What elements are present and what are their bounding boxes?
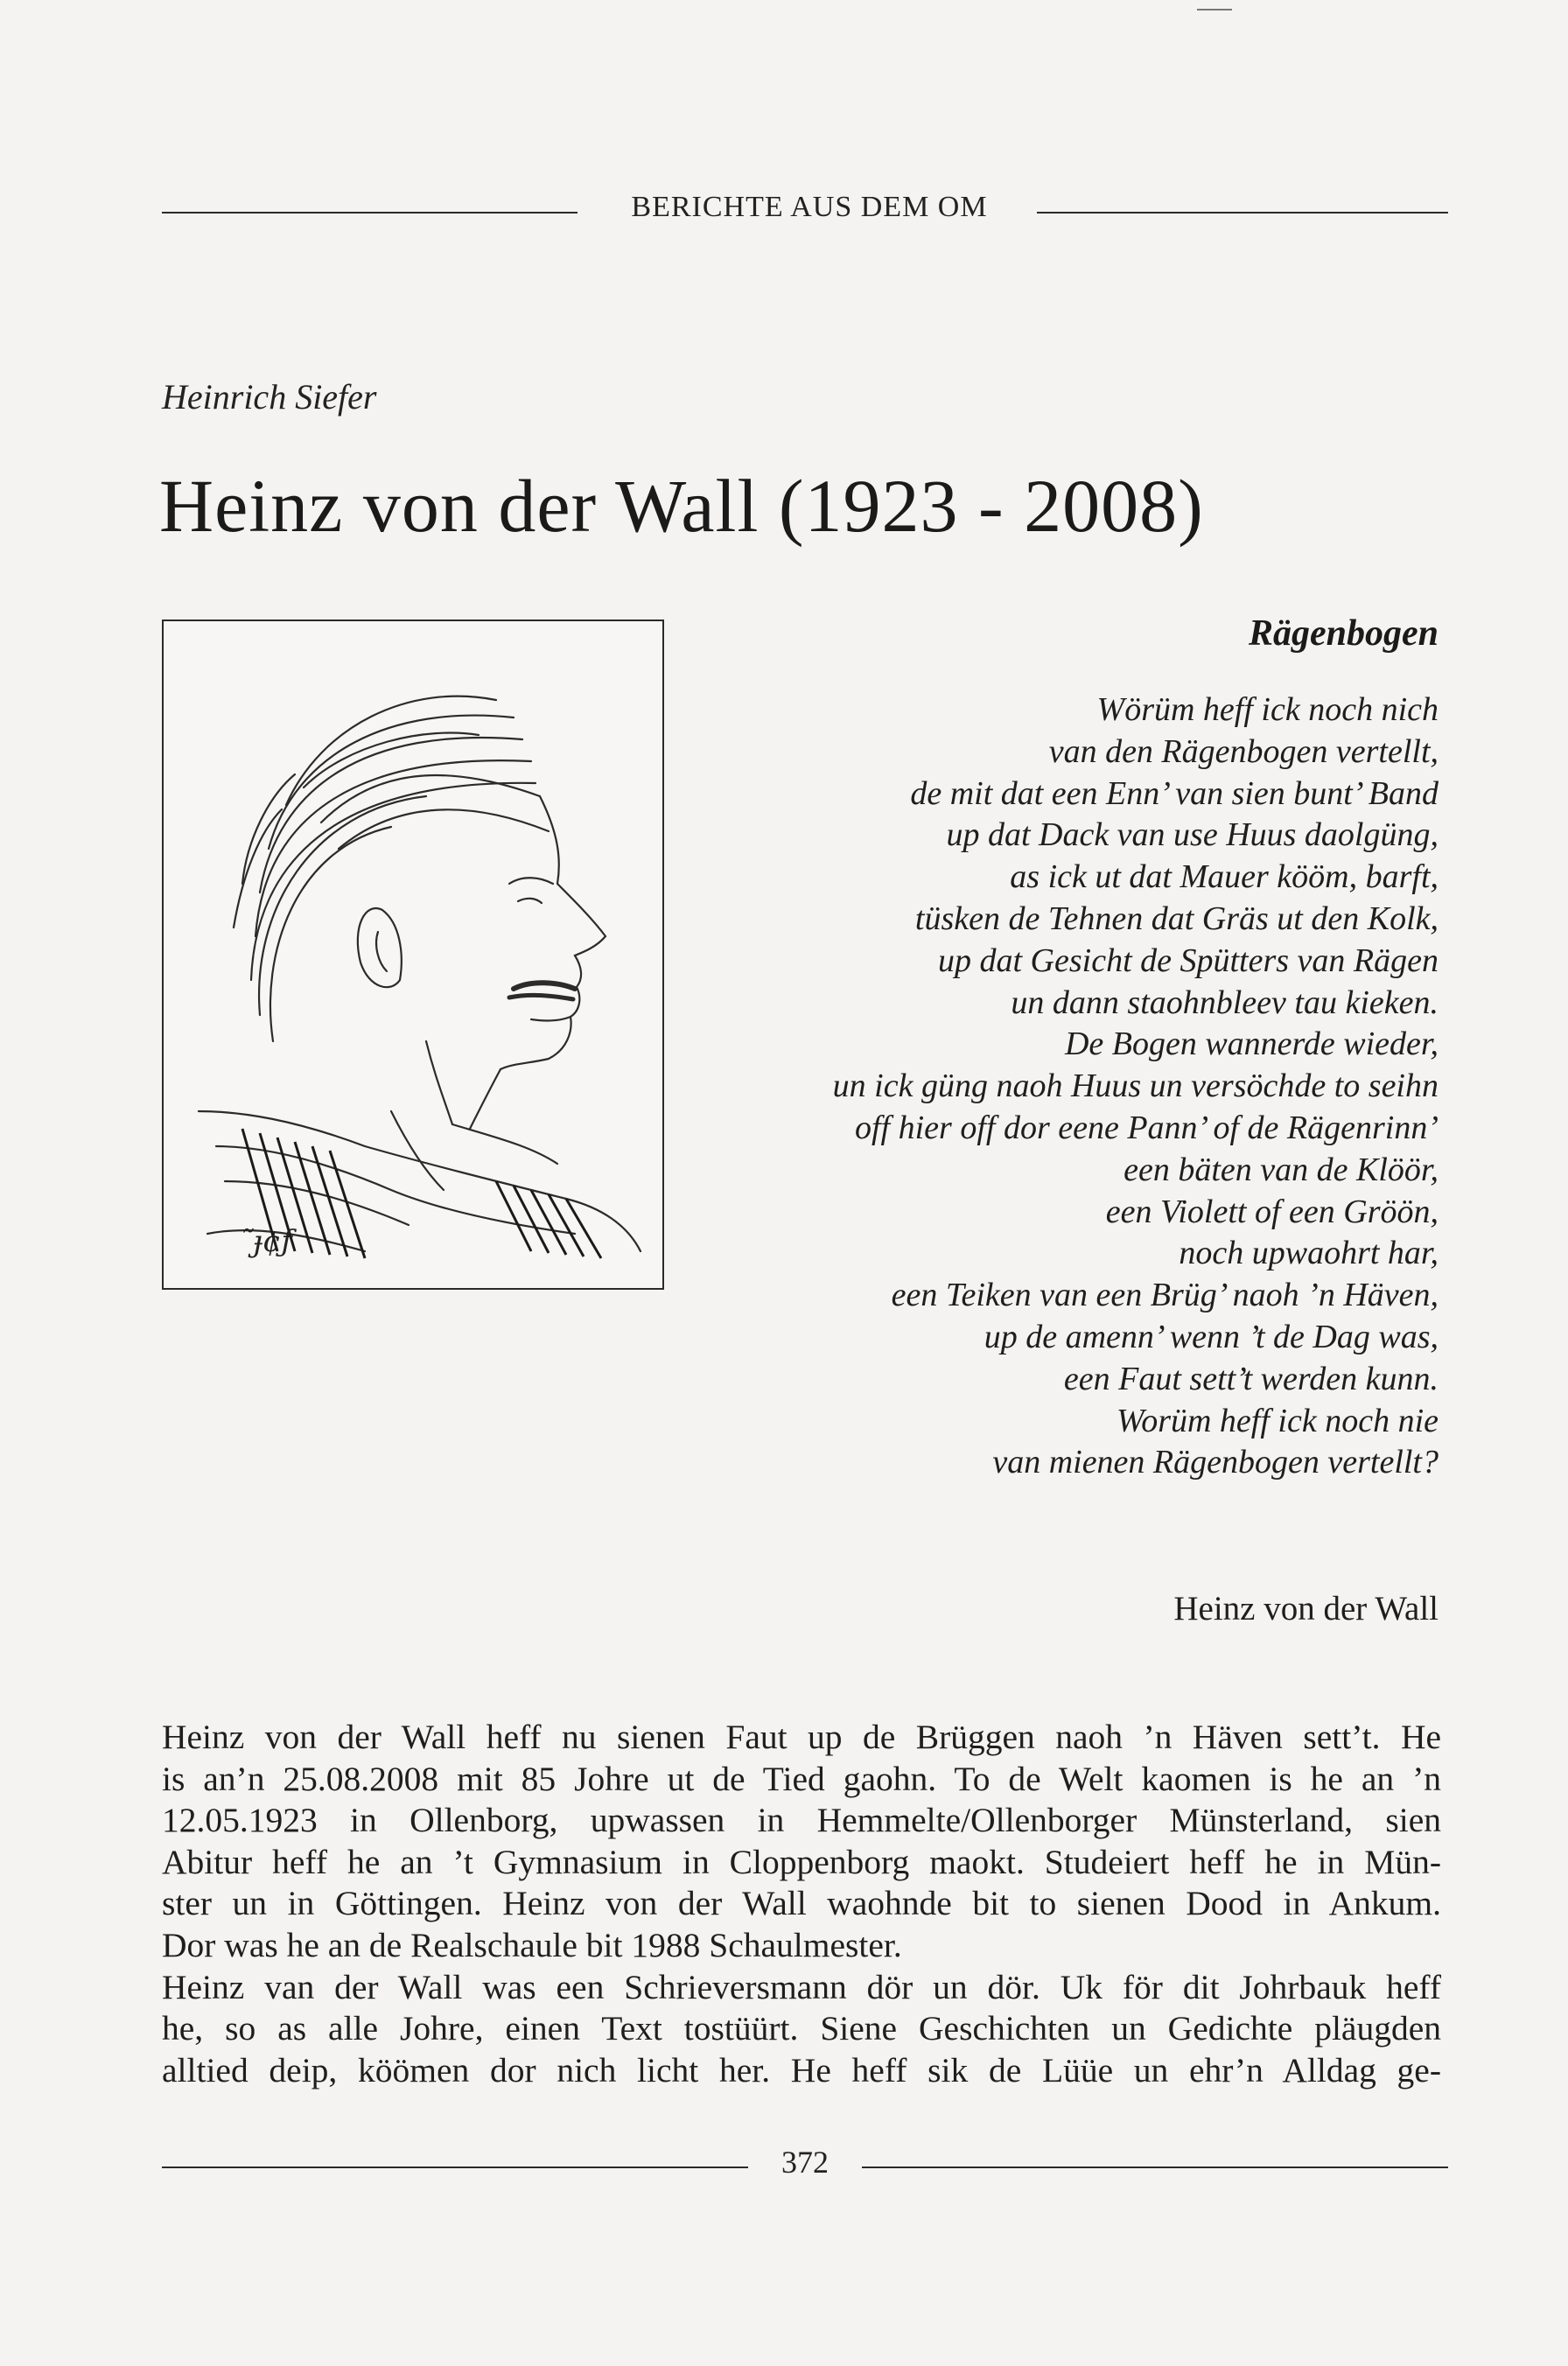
running-header-text: BERICHTE AUS DEM OM <box>631 191 988 223</box>
poem-line: van mienen Rägenbogen vertellt? <box>992 1444 1438 1481</box>
portrait-sketch <box>162 620 664 1290</box>
poem-line: een Faut sett’t werden kunn. <box>1063 1360 1438 1397</box>
poem-line: tüsken de Tehnen dat Gräs ut den Kolk, <box>914 900 1438 937</box>
page-number: 372 <box>781 2145 829 2180</box>
poem-line: up dat Gesicht de Spütters van Rägen <box>937 942 1438 979</box>
poem <box>651 690 1438 1484</box>
body-line: Heinz von der Wall heff nu sienen Faut up de Brüggen naoh ’n Häven sett’t. He <box>162 1718 1441 1756</box>
scan-mark <box>1197 9 1232 10</box>
poem-line: Worüm heff ick noch nie <box>1116 1402 1438 1439</box>
poem-line: Wörüm heff ick noch nich <box>1096 691 1438 728</box>
poem-line: un dann staohnbleev tau kieken. <box>1011 984 1438 1021</box>
page-footer <box>162 2144 1448 2182</box>
poem-line: noch upwaohrt har, <box>1179 1235 1438 1272</box>
footer-rule-left <box>162 2166 748 2168</box>
poem-line: de mit dat een Enn’ van sien bunt’ Band <box>910 774 1438 812</box>
poem-line: De Bogen wannerde wieder, <box>1064 1026 1438 1063</box>
poem-line: van den Rägenbogen vertellt, <box>1048 732 1438 770</box>
header-rule-right <box>1037 212 1448 214</box>
portrait-signature: ˜ɟ¢ƒ <box>238 1224 292 1259</box>
poem-line: een Teiken van een Brüg’ naoh ’n Häven, <box>891 1277 1438 1314</box>
body-line: ster un in Göttingen. Heinz von der Wall waohnde bit to sienen Dood in Ankum. <box>162 1884 1441 1923</box>
body-line: he, so as alle Johre, einen Text tostüürt. Siene Geschichten un Gedichte pläugden <box>162 2009 1441 2048</box>
footer-rule-right <box>862 2166 1448 2168</box>
body-line: 12.05.1923 in Ollenborg, upwassen in Hemmelte/Ollenborger Münsterland, sien <box>162 1801 1441 1840</box>
poem-line: up de amenn’ wenn ’t de Dag was, <box>984 1318 1438 1355</box>
poem-line: off hier off dor eene Pann’ of de Rägenrinn’ <box>855 1109 1438 1146</box>
poem-signature: Heinz von der Wall <box>1173 1590 1438 1628</box>
portrait-drawing <box>164 621 662 1288</box>
body-line: is an’n 25.08.2008 mit 85 Johre ut de Tied gaohn. To de Welt kaomen is he an ’n <box>162 1759 1441 1798</box>
poem-line: een Violett of een Gröön, <box>1105 1193 1438 1230</box>
poem-line: een bäten van de Klöör, <box>1124 1151 1438 1188</box>
body-line: alltied deip, köömen dor nich licht her. He heff sik de Lüüe un ehr’n Alldag ge- <box>162 2050 1441 2090</box>
poem-line: un ick güng naoh Huus un versöchde to seihn <box>832 1068 1438 1105</box>
article-body <box>162 1717 1441 2091</box>
body-line: Dor was he an de Realschaule bit 1988 Schaulmester. <box>162 1925 902 1964</box>
poem-line: up dat Dack van use Huus daolgüng, <box>946 816 1438 854</box>
poem-line: as ick ut dat Mauer kööm, barft, <box>1010 858 1438 896</box>
running-header <box>162 191 1448 229</box>
header-rule-left <box>162 212 578 214</box>
article-title: Heinz von der Wall (1923 - 2008) <box>159 464 1204 548</box>
author-name: Heinrich Siefer <box>162 377 377 416</box>
body-line: Heinz van der Wall was een Schrieversmann dör un dör. Uk för dit Johrbauk heff <box>162 1967 1441 2006</box>
body-line: Abitur heff he an ’t Gymnasium in Cloppenborg maokt. Studeiert heff he in Mün- <box>162 1842 1441 1881</box>
poem-title: Rägenbogen <box>1248 613 1438 654</box>
